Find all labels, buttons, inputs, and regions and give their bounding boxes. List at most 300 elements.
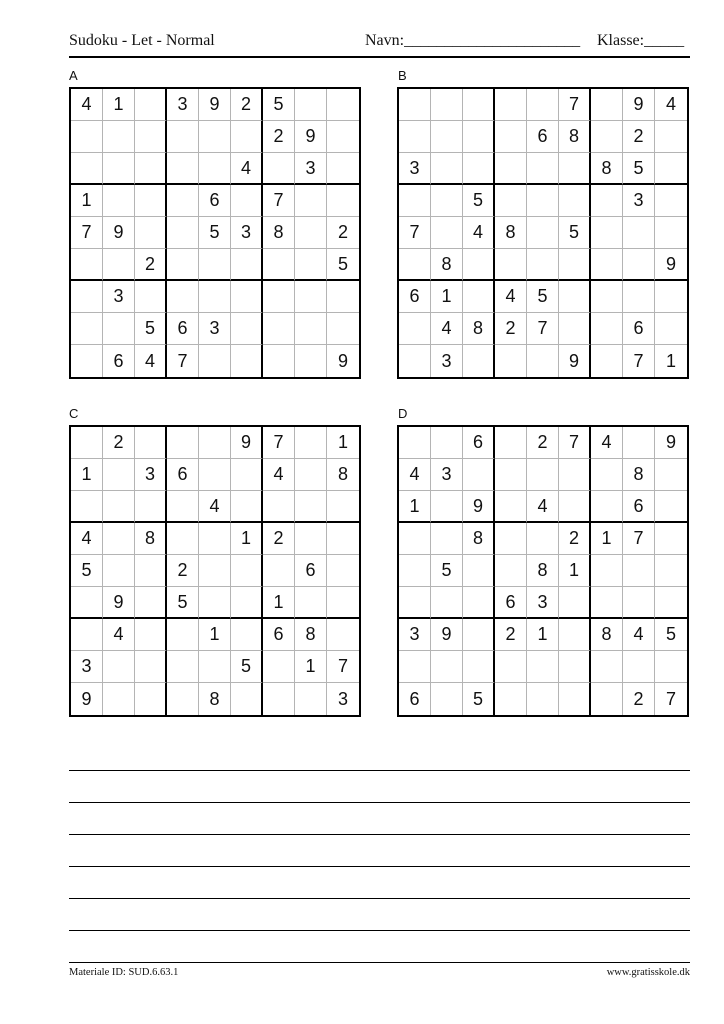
sudoku-cell[interactable]: 8 — [263, 217, 295, 249]
sudoku-cell[interactable] — [463, 651, 495, 683]
sudoku-cell[interactable]: 3 — [135, 459, 167, 491]
sudoku-cell[interactable] — [495, 651, 527, 683]
sudoku-cell[interactable]: 8 — [591, 153, 623, 185]
sudoku-cell[interactable]: 3 — [431, 459, 463, 491]
sudoku-cell[interactable] — [495, 153, 527, 185]
sudoku-cell[interactable]: 9 — [295, 121, 327, 153]
sudoku-cell[interactable] — [655, 555, 687, 587]
sudoku-cell[interactable] — [167, 683, 199, 715]
sudoku-cell[interactable]: 5 — [431, 555, 463, 587]
sudoku-cell[interactable]: 7 — [623, 345, 655, 377]
sudoku-cell[interactable] — [199, 121, 231, 153]
sudoku-cell[interactable]: 7 — [327, 651, 359, 683]
sudoku-cell[interactable] — [167, 121, 199, 153]
sudoku-cell[interactable] — [135, 281, 167, 313]
sudoku-cell[interactable] — [327, 281, 359, 313]
sudoku-cell[interactable] — [591, 249, 623, 281]
sudoku-cell[interactable] — [327, 619, 359, 651]
sudoku-cell[interactable]: 5 — [527, 281, 559, 313]
sudoku-cell[interactable] — [431, 651, 463, 683]
sudoku-cell[interactable] — [527, 153, 559, 185]
sudoku-cell[interactable] — [431, 587, 463, 619]
sudoku-cell[interactable] — [431, 89, 463, 121]
sudoku-cell[interactable] — [431, 185, 463, 217]
sudoku-cell[interactable] — [655, 523, 687, 555]
sudoku-cell[interactable]: 2 — [135, 249, 167, 281]
sudoku-cell[interactable]: 2 — [559, 523, 591, 555]
sudoku-cell[interactable]: 7 — [527, 313, 559, 345]
sudoku-cell[interactable] — [527, 89, 559, 121]
name-field[interactable]: Navn:______________________ — [365, 32, 581, 49]
sudoku-cell[interactable] — [295, 313, 327, 345]
sudoku-cell[interactable]: 1 — [263, 587, 295, 619]
sudoku-cell[interactable] — [527, 249, 559, 281]
sudoku-cell[interactable] — [199, 427, 231, 459]
sudoku-cell[interactable] — [327, 491, 359, 523]
class-field[interactable]: Klasse:_____ — [597, 32, 685, 49]
sudoku-cell[interactable] — [295, 523, 327, 555]
sudoku-cell[interactable] — [231, 491, 263, 523]
sudoku-cell[interactable] — [527, 523, 559, 555]
sudoku-cell[interactable]: 4 — [463, 217, 495, 249]
sudoku-cell[interactable]: 1 — [399, 491, 431, 523]
sudoku-cell[interactable] — [495, 345, 527, 377]
sudoku-cell[interactable]: 6 — [623, 491, 655, 523]
sudoku-cell[interactable] — [263, 651, 295, 683]
sudoku-cell[interactable]: 8 — [295, 619, 327, 651]
sudoku-cell[interactable] — [399, 555, 431, 587]
sudoku-cell[interactable]: 5 — [327, 249, 359, 281]
sudoku-cell[interactable] — [559, 619, 591, 651]
sudoku-cell[interactable] — [495, 683, 527, 715]
sudoku-cell[interactable] — [527, 345, 559, 377]
sudoku-cell[interactable]: 8 — [495, 217, 527, 249]
sudoku-cell[interactable] — [167, 185, 199, 217]
sudoku-cell[interactable]: 4 — [399, 459, 431, 491]
sudoku-cell[interactable] — [295, 683, 327, 715]
sudoku-cell[interactable]: 8 — [463, 523, 495, 555]
sudoku-cell[interactable]: 1 — [591, 523, 623, 555]
sudoku-cell[interactable]: 4 — [495, 281, 527, 313]
sudoku-cell[interactable] — [103, 249, 135, 281]
sudoku-cell[interactable] — [199, 281, 231, 313]
sudoku-cell[interactable] — [495, 523, 527, 555]
sudoku-cell[interactable] — [559, 185, 591, 217]
sudoku-cell[interactable]: 4 — [591, 427, 623, 459]
sudoku-cell[interactable] — [591, 121, 623, 153]
sudoku-cell[interactable]: 3 — [623, 185, 655, 217]
writing-line[interactable] — [69, 834, 690, 835]
sudoku-cell[interactable] — [655, 153, 687, 185]
sudoku-cell[interactable]: 5 — [135, 313, 167, 345]
sudoku-cell[interactable] — [327, 153, 359, 185]
sudoku-cell[interactable] — [231, 555, 263, 587]
sudoku-cell[interactable]: 4 — [263, 459, 295, 491]
sudoku-cell[interactable] — [431, 491, 463, 523]
sudoku-cell[interactable] — [527, 217, 559, 249]
sudoku-cell[interactable] — [559, 313, 591, 345]
writing-line[interactable] — [69, 930, 690, 931]
sudoku-cell[interactable]: 9 — [623, 89, 655, 121]
sudoku-cell[interactable] — [295, 491, 327, 523]
sudoku-cell[interactable] — [463, 249, 495, 281]
sudoku-cell[interactable] — [495, 89, 527, 121]
sudoku-cell[interactable]: 1 — [431, 281, 463, 313]
sudoku-cell[interactable] — [463, 555, 495, 587]
sudoku-cell[interactable]: 9 — [559, 345, 591, 377]
sudoku-cell[interactable]: 5 — [263, 89, 295, 121]
sudoku-cell[interactable] — [199, 153, 231, 185]
sudoku-cell[interactable] — [263, 153, 295, 185]
sudoku-cell[interactable]: 6 — [167, 313, 199, 345]
sudoku-cell[interactable] — [495, 459, 527, 491]
sudoku-cell[interactable] — [327, 185, 359, 217]
sudoku-cell[interactable]: 6 — [399, 683, 431, 715]
sudoku-cell[interactable]: 2 — [495, 619, 527, 651]
sudoku-cell[interactable] — [559, 491, 591, 523]
sudoku-cell[interactable]: 4 — [623, 619, 655, 651]
sudoku-cell[interactable]: 1 — [231, 523, 263, 555]
sudoku-cell[interactable] — [463, 587, 495, 619]
sudoku-cell[interactable] — [655, 459, 687, 491]
sudoku-cell[interactable] — [135, 217, 167, 249]
sudoku-cell[interactable]: 6 — [295, 555, 327, 587]
sudoku-cell[interactable] — [231, 281, 263, 313]
sudoku-cell[interactable] — [199, 587, 231, 619]
sudoku-cell[interactable] — [623, 427, 655, 459]
sudoku-cell[interactable]: 9 — [655, 249, 687, 281]
sudoku-cell[interactable]: 5 — [655, 619, 687, 651]
sudoku-cell[interactable]: 5 — [559, 217, 591, 249]
sudoku-cell[interactable] — [135, 619, 167, 651]
sudoku-cell[interactable]: 2 — [103, 427, 135, 459]
sudoku-cell[interactable] — [71, 281, 103, 313]
sudoku-cell[interactable] — [559, 249, 591, 281]
sudoku-cell[interactable] — [135, 185, 167, 217]
sudoku-cell[interactable] — [71, 313, 103, 345]
sudoku-cell[interactable] — [295, 217, 327, 249]
sudoku-cell[interactable] — [295, 281, 327, 313]
sudoku-cell[interactable] — [559, 651, 591, 683]
sudoku-cell[interactable]: 3 — [337, 688, 348, 709]
sudoku-cell[interactable] — [559, 587, 591, 619]
sudoku-cell[interactable] — [431, 217, 463, 249]
sudoku-cell[interactable] — [591, 345, 623, 377]
sudoku-cell[interactable] — [463, 345, 495, 377]
sudoku-cell[interactable]: 2 — [167, 555, 199, 587]
sudoku-cell[interactable]: 6 — [623, 313, 655, 345]
sudoku-cell[interactable] — [295, 345, 327, 377]
sudoku-cell[interactable] — [135, 427, 167, 459]
sudoku-cell[interactable] — [495, 249, 527, 281]
sudoku-cell[interactable] — [295, 185, 327, 217]
sudoku-cell[interactable] — [167, 153, 199, 185]
sudoku-cell[interactable] — [591, 89, 623, 121]
sudoku-cell[interactable] — [591, 217, 623, 249]
sudoku-cell[interactable] — [71, 427, 103, 459]
sudoku-cell[interactable]: 9 — [463, 491, 495, 523]
sudoku-cell[interactable] — [655, 185, 687, 217]
sudoku-cell[interactable]: 6 — [527, 121, 559, 153]
sudoku-cell[interactable] — [655, 651, 687, 683]
sudoku-cell[interactable]: 6 — [463, 427, 495, 459]
sudoku-cell[interactable] — [103, 121, 135, 153]
sudoku-cell[interactable] — [263, 345, 295, 377]
sudoku-cell[interactable] — [559, 683, 591, 715]
sudoku-cell[interactable] — [463, 153, 495, 185]
sudoku-cell[interactable] — [463, 619, 495, 651]
sudoku-cell[interactable] — [103, 523, 135, 555]
sudoku-cell[interactable]: 3 — [399, 619, 431, 651]
sudoku-cell[interactable] — [399, 427, 431, 459]
sudoku-cell[interactable] — [231, 459, 263, 491]
sudoku-cell[interactable]: 1 — [71, 185, 103, 217]
sudoku-cell[interactable] — [655, 281, 687, 313]
sudoku-cell[interactable] — [623, 281, 655, 313]
writing-line[interactable] — [69, 866, 690, 867]
sudoku-cell[interactable] — [199, 651, 231, 683]
sudoku-cell[interactable] — [591, 683, 623, 715]
sudoku-cell[interactable]: 3 — [527, 587, 559, 619]
sudoku-cell[interactable] — [591, 313, 623, 345]
sudoku-cell[interactable]: 7 — [665, 688, 676, 709]
sudoku-cell[interactable]: 7 — [559, 89, 591, 121]
sudoku-cell[interactable] — [135, 491, 167, 523]
sudoku-cell[interactable] — [167, 491, 199, 523]
sudoku-cell[interactable] — [199, 555, 231, 587]
sudoku-cell[interactable] — [167, 651, 199, 683]
sudoku-cell[interactable] — [463, 89, 495, 121]
sudoku-cell[interactable] — [591, 281, 623, 313]
sudoku-cell[interactable] — [527, 185, 559, 217]
sudoku-cell[interactable] — [167, 281, 199, 313]
sudoku-cell[interactable]: 2 — [263, 121, 295, 153]
sudoku-cell[interactable] — [103, 491, 135, 523]
sudoku-cell[interactable] — [199, 523, 231, 555]
sudoku-cell[interactable] — [327, 587, 359, 619]
sudoku-cell[interactable]: 4 — [431, 313, 463, 345]
sudoku-cell[interactable] — [167, 523, 199, 555]
sudoku-cell[interactable] — [463, 281, 495, 313]
sudoku-cell[interactable] — [231, 121, 263, 153]
sudoku-cell[interactable]: 4 — [71, 89, 103, 121]
sudoku-cell[interactable] — [71, 587, 103, 619]
sudoku-cell[interactable] — [495, 555, 527, 587]
sudoku-cell[interactable] — [495, 491, 527, 523]
sudoku-cell[interactable]: 8 — [527, 555, 559, 587]
sudoku-cell[interactable] — [431, 523, 463, 555]
sudoku-cell[interactable]: 8 — [431, 249, 463, 281]
sudoku-cell[interactable] — [399, 249, 431, 281]
website-link[interactable]: www.gratisskole.dk — [606, 967, 690, 978]
sudoku-cell[interactable] — [399, 651, 431, 683]
sudoku-cell[interactable] — [559, 281, 591, 313]
sudoku-cell[interactable] — [263, 555, 295, 587]
sudoku-cell[interactable] — [327, 89, 359, 121]
sudoku-cell[interactable] — [655, 121, 687, 153]
sudoku-cell[interactable] — [327, 121, 359, 153]
sudoku-cell[interactable] — [103, 683, 135, 715]
sudoku-cell[interactable]: 7 — [399, 217, 431, 249]
sudoku-cell[interactable]: 1 — [295, 651, 327, 683]
sudoku-cell[interactable]: 6 — [495, 587, 527, 619]
sudoku-cell[interactable]: 9 — [103, 587, 135, 619]
writing-line[interactable] — [69, 770, 690, 771]
sudoku-cell[interactable]: 1 — [559, 555, 591, 587]
sudoku-cell[interactable]: 2 — [263, 523, 295, 555]
sudoku-cell[interactable]: 9 — [431, 619, 463, 651]
sudoku-cell[interactable] — [431, 121, 463, 153]
sudoku-cell[interactable]: 2 — [495, 313, 527, 345]
sudoku-cell[interactable]: 6 — [263, 619, 295, 651]
sudoku-cell[interactable]: 2 — [231, 89, 263, 121]
sudoku-cell[interactable] — [71, 491, 103, 523]
sudoku-cell[interactable]: 1 — [71, 459, 103, 491]
sudoku-cell[interactable] — [559, 459, 591, 491]
sudoku-cell[interactable]: 2 — [623, 683, 655, 715]
sudoku-cell[interactable] — [655, 587, 687, 619]
sudoku-cell[interactable]: 7 — [167, 345, 199, 377]
sudoku-cell[interactable]: 8 — [327, 459, 359, 491]
sudoku-cell[interactable] — [199, 249, 231, 281]
sudoku-cell[interactable]: 8 — [591, 619, 623, 651]
sudoku-cell[interactable]: 6 — [103, 345, 135, 377]
writing-line[interactable] — [69, 898, 690, 899]
sudoku-cell[interactable]: 7 — [623, 523, 655, 555]
sudoku-cell[interactable] — [623, 651, 655, 683]
sudoku-cell[interactable] — [135, 587, 167, 619]
sudoku-cell[interactable] — [167, 619, 199, 651]
sudoku-cell[interactable]: 5 — [463, 683, 495, 715]
sudoku-cell[interactable] — [399, 185, 431, 217]
sudoku-cell[interactable] — [135, 683, 167, 715]
sudoku-cell[interactable]: 5 — [231, 651, 263, 683]
sudoku-cell[interactable] — [399, 523, 431, 555]
sudoku-cell[interactable]: 3 — [71, 651, 103, 683]
sudoku-cell[interactable]: 3 — [103, 281, 135, 313]
sudoku-cell[interactable] — [559, 153, 591, 185]
sudoku-cell[interactable]: 5 — [71, 555, 103, 587]
sudoku-cell[interactable] — [463, 121, 495, 153]
sudoku-cell[interactable] — [263, 281, 295, 313]
sudoku-cell[interactable] — [399, 587, 431, 619]
sudoku-cell[interactable]: 2 — [623, 121, 655, 153]
sudoku-cell[interactable]: 8 — [559, 121, 591, 153]
sudoku-cell[interactable] — [527, 459, 559, 491]
sudoku-cell[interactable]: 9 — [655, 427, 687, 459]
sudoku-cell[interactable] — [623, 555, 655, 587]
sudoku-cell[interactable]: 1 — [665, 350, 676, 371]
sudoku-cell[interactable]: 8 — [199, 683, 231, 715]
sudoku-cell[interactable]: 4 — [527, 491, 559, 523]
sudoku-cell[interactable] — [263, 491, 295, 523]
sudoku-cell[interactable]: 9 — [71, 683, 103, 715]
sudoku-cell[interactable]: 5 — [199, 217, 231, 249]
sudoku-cell[interactable] — [591, 587, 623, 619]
sudoku-cell[interactable] — [655, 491, 687, 523]
sudoku-cell[interactable] — [71, 249, 103, 281]
sudoku-cell[interactable] — [327, 523, 359, 555]
sudoku-cell[interactable] — [199, 459, 231, 491]
sudoku-cell[interactable] — [103, 185, 135, 217]
sudoku-cell[interactable] — [71, 153, 103, 185]
sudoku-cell[interactable] — [399, 121, 431, 153]
sudoku-cell[interactable] — [231, 345, 263, 377]
sudoku-cell[interactable]: 3 — [399, 153, 431, 185]
sudoku-cell[interactable] — [231, 619, 263, 651]
sudoku-cell[interactable] — [295, 587, 327, 619]
sudoku-cell[interactable]: 1 — [199, 619, 231, 651]
sudoku-cell[interactable] — [655, 217, 687, 249]
sudoku-cell[interactable] — [431, 427, 463, 459]
sudoku-cell[interactable] — [135, 121, 167, 153]
sudoku-cell[interactable] — [71, 345, 103, 377]
sudoku-cell[interactable] — [231, 313, 263, 345]
sudoku-cell[interactable] — [231, 249, 263, 281]
sudoku-cell[interactable] — [527, 683, 559, 715]
sudoku-cell[interactable] — [103, 459, 135, 491]
sudoku-cell[interactable]: 6 — [199, 185, 231, 217]
sudoku-cell[interactable]: 1 — [327, 427, 359, 459]
sudoku-cell[interactable] — [591, 651, 623, 683]
sudoku-cell[interactable] — [295, 89, 327, 121]
sudoku-cell[interactable] — [103, 555, 135, 587]
sudoku-cell[interactable]: 4 — [71, 523, 103, 555]
sudoku-cell[interactable] — [327, 555, 359, 587]
sudoku-cell[interactable]: 1 — [527, 619, 559, 651]
sudoku-cell[interactable] — [135, 153, 167, 185]
sudoku-cell[interactable]: 4 — [135, 345, 167, 377]
sudoku-cell[interactable]: 4 — [655, 89, 687, 121]
sudoku-cell[interactable] — [231, 185, 263, 217]
sudoku-cell[interactable]: 7 — [559, 427, 591, 459]
sudoku-cell[interactable] — [263, 683, 295, 715]
sudoku-cell[interactable]: 8 — [463, 313, 495, 345]
sudoku-cell[interactable]: 7 — [263, 185, 295, 217]
sudoku-cell[interactable] — [135, 89, 167, 121]
sudoku-cell[interactable]: 3 — [231, 217, 263, 249]
sudoku-cell[interactable]: 6 — [399, 281, 431, 313]
sudoku-cell[interactable]: 4 — [199, 491, 231, 523]
writing-line[interactable] — [69, 802, 690, 803]
sudoku-cell[interactable]: 7 — [71, 217, 103, 249]
sudoku-cell[interactable]: 5 — [463, 185, 495, 217]
sudoku-cell[interactable]: 3 — [199, 313, 231, 345]
sudoku-cell[interactable] — [399, 345, 431, 377]
sudoku-cell[interactable]: 4 — [103, 619, 135, 651]
sudoku-cell[interactable]: 9 — [231, 427, 263, 459]
sudoku-cell[interactable]: 9 — [103, 217, 135, 249]
sudoku-cell[interactable]: 8 — [135, 523, 167, 555]
sudoku-cell[interactable]: 5 — [623, 153, 655, 185]
sudoku-cell[interactable] — [71, 619, 103, 651]
sudoku-cell[interactable] — [295, 427, 327, 459]
sudoku-cell[interactable] — [495, 121, 527, 153]
sudoku-cell[interactable] — [623, 587, 655, 619]
sudoku-cell[interactable] — [463, 459, 495, 491]
sudoku-cell[interactable] — [103, 153, 135, 185]
sudoku-cell[interactable] — [167, 427, 199, 459]
sudoku-cell[interactable]: 9 — [337, 350, 348, 371]
sudoku-cell[interactable] — [295, 249, 327, 281]
sudoku-cell[interactable] — [591, 459, 623, 491]
sudoku-cell[interactable] — [591, 555, 623, 587]
sudoku-cell[interactable] — [431, 683, 463, 715]
sudoku-cell[interactable] — [327, 313, 359, 345]
sudoku-cell[interactable] — [135, 651, 167, 683]
sudoku-cell[interactable] — [495, 185, 527, 217]
sudoku-cell[interactable]: 8 — [623, 459, 655, 491]
